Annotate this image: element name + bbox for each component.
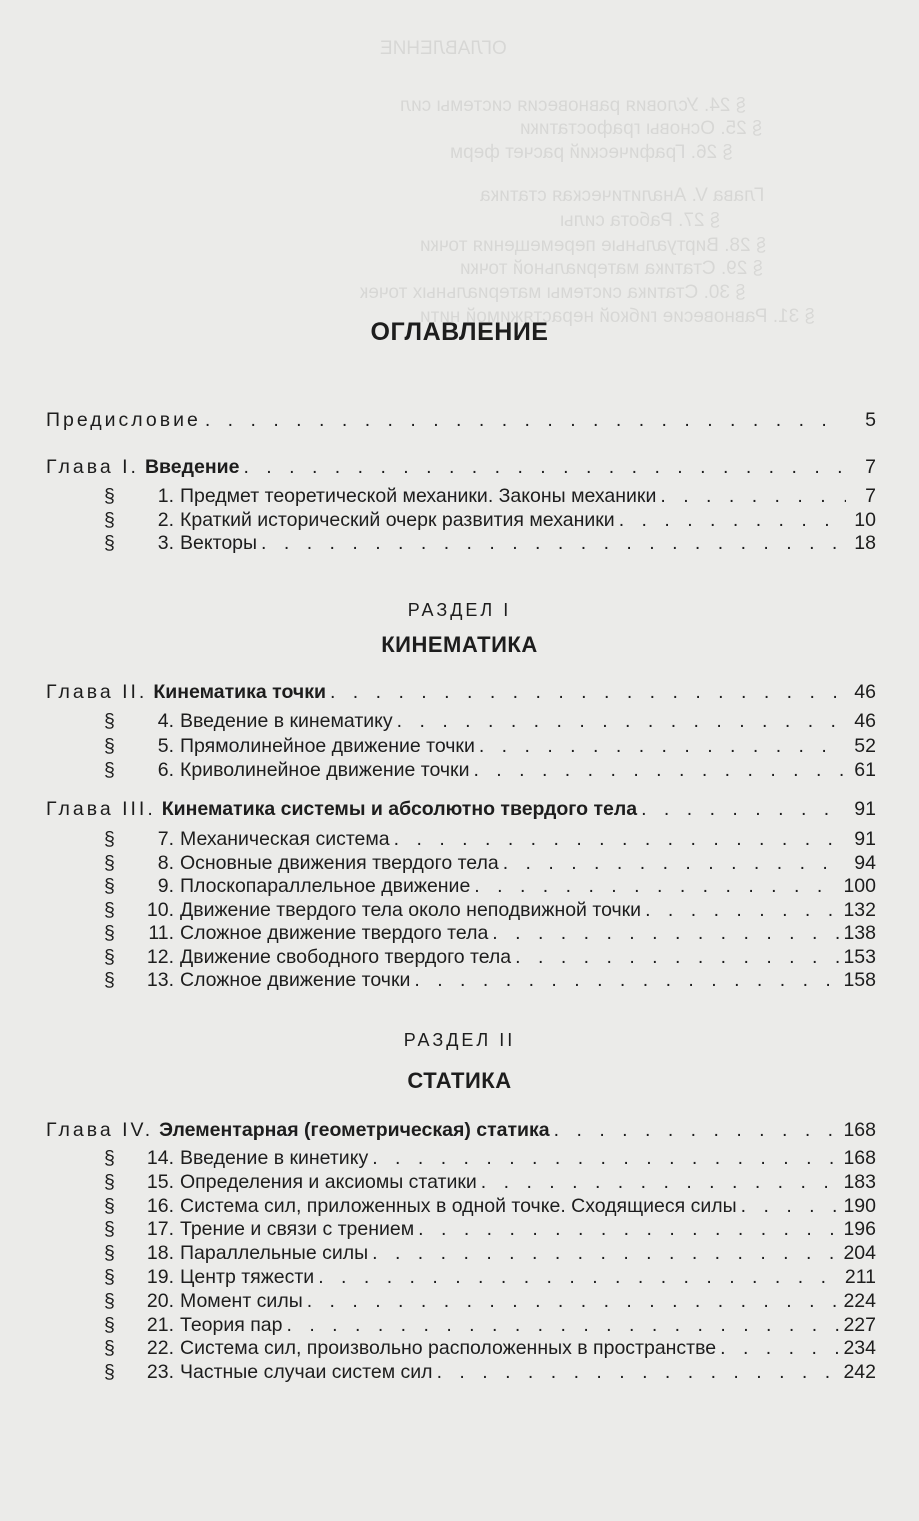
toc-entry: [104, 531, 876, 555]
section-title-1: КИНЕМАТИКА: [381, 632, 538, 657]
entry-title: Введение в кинетику: [180, 1147, 369, 1169]
page-number: 204: [843, 1242, 876, 1265]
preface-label: Предисловие: [46, 409, 201, 431]
toc-entry: [104, 709, 876, 733]
entry-title: Предмет теоретической механики. Законы механики: [180, 485, 657, 507]
section-sign: §: [104, 1337, 115, 1360]
leader-dots: [645, 898, 839, 922]
toc-entry: [104, 734, 876, 758]
entry-number: 8.: [157, 851, 174, 874]
leader-dots: [720, 1336, 839, 1360]
leader-dots: [503, 851, 846, 875]
entry-number: 16.: [146, 1194, 174, 1217]
entry-number: 4.: [157, 710, 174, 732]
leader-dots: [330, 680, 846, 704]
page-number: 94: [854, 851, 876, 874]
toc-entry: [104, 1289, 876, 1313]
page-number: 190: [843, 1194, 876, 1217]
toc-entry: [104, 1265, 876, 1289]
page-number: 5: [865, 409, 876, 431]
section-sign: §: [104, 759, 115, 781]
leader-dots: [394, 827, 846, 851]
bleed-through: ОГЛАВЛЕНИЕ § 24. Условия равновесия системы сил § 25. Основы графостатики § 26. Графический расчет ферм Глава V. Аналитическая статика § 27. Работа силы § 28. Виртуальные перемещения точки § 29. Статика материальной точки § 30. Статика системы материальных точек § 31. Равновесие гибкой нерастяжимой нити: [360, 38, 816, 327]
leader-dots: [492, 921, 839, 945]
page-number: 7: [865, 485, 876, 507]
toc-entry: [104, 968, 876, 992]
page-number: 7: [865, 456, 876, 478]
section-label-2: РАЗДЕЛ II: [403, 1030, 516, 1050]
entry-number: 2.: [157, 508, 174, 531]
toc-entry: [104, 1194, 876, 1218]
leader-dots: [243, 455, 846, 479]
toc-row-preface: [46, 408, 876, 432]
leader-dots: [286, 1313, 839, 1337]
entry-title: Центр тяжести: [180, 1266, 315, 1288]
page-number: 46: [854, 681, 876, 703]
page-number: 158: [843, 969, 876, 991]
entry-number: 12.: [146, 945, 174, 968]
toc-entry: [104, 851, 876, 875]
leader-dots: [261, 531, 846, 555]
toc-entry: [104, 921, 876, 945]
toc-entry: [104, 508, 876, 532]
section-label-1: РАЗДЕЛ I: [407, 600, 512, 620]
toc-title: ОГЛАВЛЕНИЕ: [370, 318, 549, 346]
toc-entry: [104, 758, 876, 782]
leader-dots: [474, 874, 839, 898]
entry-number: 3.: [157, 532, 174, 554]
entry-number: 5.: [157, 734, 174, 757]
section-sign: §: [104, 875, 115, 897]
entry-number: 19.: [146, 1266, 174, 1288]
page-number: 138: [843, 922, 876, 944]
entry-number: 9.: [157, 875, 174, 897]
entry-title: Основные движения твердого тела: [180, 851, 499, 874]
section-sign: §: [104, 710, 115, 732]
leader-dots: [660, 484, 846, 508]
page-number: 224: [843, 1289, 876, 1312]
leader-dots: [641, 797, 846, 821]
entry-title: Сложное движение твердого тела: [180, 922, 489, 944]
entry-number: 17.: [146, 1218, 174, 1241]
leader-dots: [418, 1217, 839, 1241]
page-number: 46: [854, 710, 876, 732]
entry-number: 10.: [146, 898, 174, 921]
toc-entry: [104, 1146, 876, 1170]
chapter-heading-4: [46, 1118, 876, 1142]
entry-number: 22.: [146, 1337, 174, 1360]
chapter-title: Элементарная (геометрическая) статика: [159, 1119, 550, 1141]
section-sign: §: [104, 1313, 115, 1336]
section-sign: §: [104, 828, 115, 850]
section-sign: §: [104, 969, 115, 991]
leader-dots: [554, 1118, 840, 1142]
chapter-heading-3: [46, 797, 876, 821]
page-number: 242: [843, 1361, 876, 1384]
entry-number: 18.: [146, 1242, 174, 1265]
entry-number: 1.: [157, 485, 174, 507]
entry-title: Сложное движение точки: [180, 969, 411, 991]
section-sign: §: [104, 1147, 115, 1169]
entry-title: Теория пар: [180, 1313, 283, 1336]
chapter-title: Введение: [144, 456, 240, 478]
section-sign: §: [104, 1242, 115, 1265]
leader-dots: [515, 945, 839, 969]
page-number: 234: [843, 1337, 876, 1360]
section-title-2: СТАТИКА: [407, 1068, 512, 1093]
entry-title: Криволинейное движение точки: [180, 759, 470, 781]
leader-dots: [414, 968, 839, 992]
section-sign: §: [104, 898, 115, 921]
toc-entry: [104, 1241, 876, 1265]
entry-title: Момент силы: [180, 1289, 303, 1312]
leader-dots: [307, 1289, 840, 1313]
section-sign: §: [104, 532, 115, 554]
page-number: 227: [843, 1313, 876, 1336]
leader-dots: [372, 1241, 839, 1265]
section-sign: §: [104, 1361, 115, 1384]
entry-title: Система сил, произвольно расположенных в пространстве: [180, 1337, 717, 1360]
chapter-prefix: Глава I.: [46, 456, 139, 478]
page-number: 61: [854, 759, 876, 781]
toc-entry: [104, 1217, 876, 1241]
entry-title: Параллельные силы: [180, 1242, 369, 1265]
toc-entry: [104, 874, 876, 898]
section-sign: §: [104, 1289, 115, 1312]
page-number: 52: [854, 734, 876, 757]
toc-entry: [104, 1336, 876, 1360]
page-number: 168: [843, 1147, 876, 1169]
page-number: 211: [844, 1266, 876, 1288]
entry-title: Механическая система: [180, 828, 390, 850]
entry-number: 23.: [146, 1361, 174, 1384]
toc-entry: [104, 1313, 876, 1337]
entry-number: 11.: [148, 922, 174, 944]
chapter-prefix: Глава III.: [46, 798, 156, 820]
leader-dots: [473, 758, 846, 782]
chapter-prefix: Глава II.: [46, 681, 148, 703]
entry-title: Векторы: [180, 532, 258, 554]
entry-number: 13.: [146, 969, 174, 991]
leader-dots: [481, 1170, 840, 1194]
toc-entry: [104, 484, 876, 508]
toc-entry: [104, 945, 876, 969]
entry-title: Движение свободного твердого тела: [180, 945, 512, 968]
section-sign: §: [104, 922, 115, 944]
entry-number: 6.: [157, 759, 174, 781]
entry-title: Движение твердого тела около неподвижной точки: [180, 898, 642, 921]
page-number: 196: [843, 1218, 876, 1241]
leader-dots: [318, 1265, 841, 1289]
page-number: 168: [843, 1119, 876, 1141]
page-number: 91: [854, 828, 876, 850]
section-sign: §: [104, 734, 115, 757]
page-number: 18: [854, 532, 876, 554]
section-sign: §: [104, 1194, 115, 1217]
toc-entry: [104, 1360, 876, 1384]
chapter-heading-2: [46, 680, 876, 704]
entry-number: 15.: [146, 1170, 174, 1193]
entry-title: Введение в кинематику: [180, 710, 393, 732]
page-number: 183: [843, 1170, 876, 1193]
entry-number: 20.: [146, 1289, 174, 1312]
toc-entry: [104, 1170, 876, 1194]
leader-dots: [205, 408, 846, 432]
page-number: 91: [854, 798, 876, 820]
toc-entry: [104, 898, 876, 922]
entry-title: Частные случаи систем сил: [180, 1361, 433, 1384]
entry-title: Определения и аксиомы статики: [180, 1170, 477, 1193]
leader-dots: [437, 1360, 840, 1384]
chapter-title: Кинематика точки: [153, 681, 326, 703]
page-number: 153: [843, 945, 876, 968]
entry-title: Краткий исторический очерк развития механики: [180, 508, 615, 531]
section-sign: §: [104, 508, 115, 531]
chapter-prefix: Глава IV.: [46, 1119, 154, 1141]
leader-dots: [397, 709, 846, 733]
leader-dots: [479, 734, 846, 758]
entry-title: Прямолинейное движение точки: [180, 734, 475, 757]
page-number: 132: [843, 898, 876, 921]
leader-dots: [741, 1194, 840, 1218]
entry-number: 14.: [146, 1147, 174, 1169]
section-sign: §: [104, 485, 115, 507]
entry-title: Трение и связи с трением: [180, 1218, 415, 1241]
leader-dots: [372, 1146, 839, 1170]
chapter-heading-1: [46, 455, 876, 479]
entry-title: Система сил, приложенных в одной точке. Сходящиеся силы: [180, 1194, 737, 1217]
page-number: 10: [854, 508, 876, 531]
toc-entry: [104, 827, 876, 851]
section-sign: §: [104, 1266, 115, 1288]
entry-number: 21.: [146, 1313, 174, 1336]
entry-title: Плоскопараллельное движение: [180, 875, 471, 897]
entry-number: 7.: [157, 828, 174, 850]
section-sign: §: [104, 1218, 115, 1241]
page-number: 100: [843, 875, 876, 897]
section-sign: §: [104, 851, 115, 874]
chapter-title: Кинематика системы и абсолютно твердого тела: [161, 798, 638, 820]
leader-dots: [619, 508, 846, 532]
section-sign: §: [104, 945, 115, 968]
section-sign: §: [104, 1170, 115, 1193]
